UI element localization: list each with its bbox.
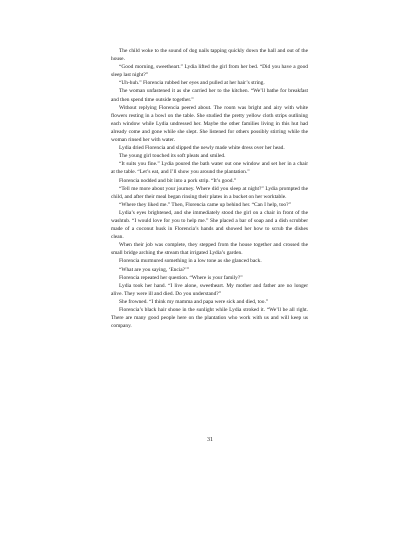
paragraph: The young girl touched its soft pleats and smiled. [119, 153, 226, 160]
paragraph: “Good morning, sweetheart.” Lydia lifted the girl from her bed. “Did you have a good sleep last night?” [111, 64, 308, 79]
body-text [111, 47, 308, 330]
paragraph: Lydia’s eyes brightened, and she immediately stood the girl on a chair in front of the washtub. “I would love for you to help me.” She placed a bar of soap and a dish scrubber made of a coconut husk in Florencia’s hands and showed her how to scrub the dishes clean. [111, 209, 308, 241]
paragraph: Lydia dried Florencia and slipped the newly made white dress over her head. [119, 145, 285, 152]
paragraph: “It suits you fine.” Lydia poured the bath water out one window and set her in a chair at the table. “Let’s eat, and I’ll show you around the plantation.” [111, 161, 308, 176]
paragraph: “Tell me more about your journey. Where did you sleep at night?” Lydia prompted the child, and after their meal began rinsing their plates in a bucket on her worktable. [111, 185, 308, 200]
paragraph: “What are you saying, ‘Encia?’” [119, 266, 190, 273]
paragraph: “Uh-huh.” Florencia rubbed her eyes and pulled at her hair’s string. [119, 80, 265, 87]
paragraph: Florencia murmured something in a low tone as she glanced back. [119, 258, 262, 265]
paragraph: The child woke to the sound of dog nails tapping quickly down the hall and out of the house. [111, 48, 308, 63]
paragraph: “Where they liked me.” Then, Florencia came up behind her. “Can I help, too?” [119, 201, 291, 208]
paragraph: She frowned. “I think my mamma and papa were sick and died, too.” [119, 298, 269, 305]
paragraph: Lydia took her hand. “I live alone, sweetheart. My mother and father are no longer alive. They were ill and died. Do you understand?” [111, 282, 308, 297]
page-number: 31 [207, 437, 213, 443]
paragraph: Without replying Florencia peered about. The room was bright and airy with white flowers resting in a bowl on the table. She studied the pretty yellow cloth strips outlining each window while Lydia undressed her. Maybe the other families living in this hut had already come and gone while she slept. She listened for others possibly stirring while the woman rinsed her with water. [111, 104, 308, 144]
paragraph: Florencia’s black hair shone in the sunlight while Lydia stroked it. “We’ll be all right. There are many good people here on the plantation who work with us and will keep us company. [111, 307, 308, 330]
paragraph: The woman unfastened it as she carried her to the kitchen. “We’ll bathe for breakfast and then spend time outside together.” [111, 88, 308, 103]
paragraph: Florencia nodded and bit into a pork strip. “It’s good.” [119, 177, 237, 184]
paragraph: When their job was complete, they stepped from the house together and crossed the small bridge arching the stream that irrigated Lydia’s garden. [111, 242, 308, 257]
paragraph: Florencia repeated her question. “Where is your family?” [119, 274, 243, 281]
